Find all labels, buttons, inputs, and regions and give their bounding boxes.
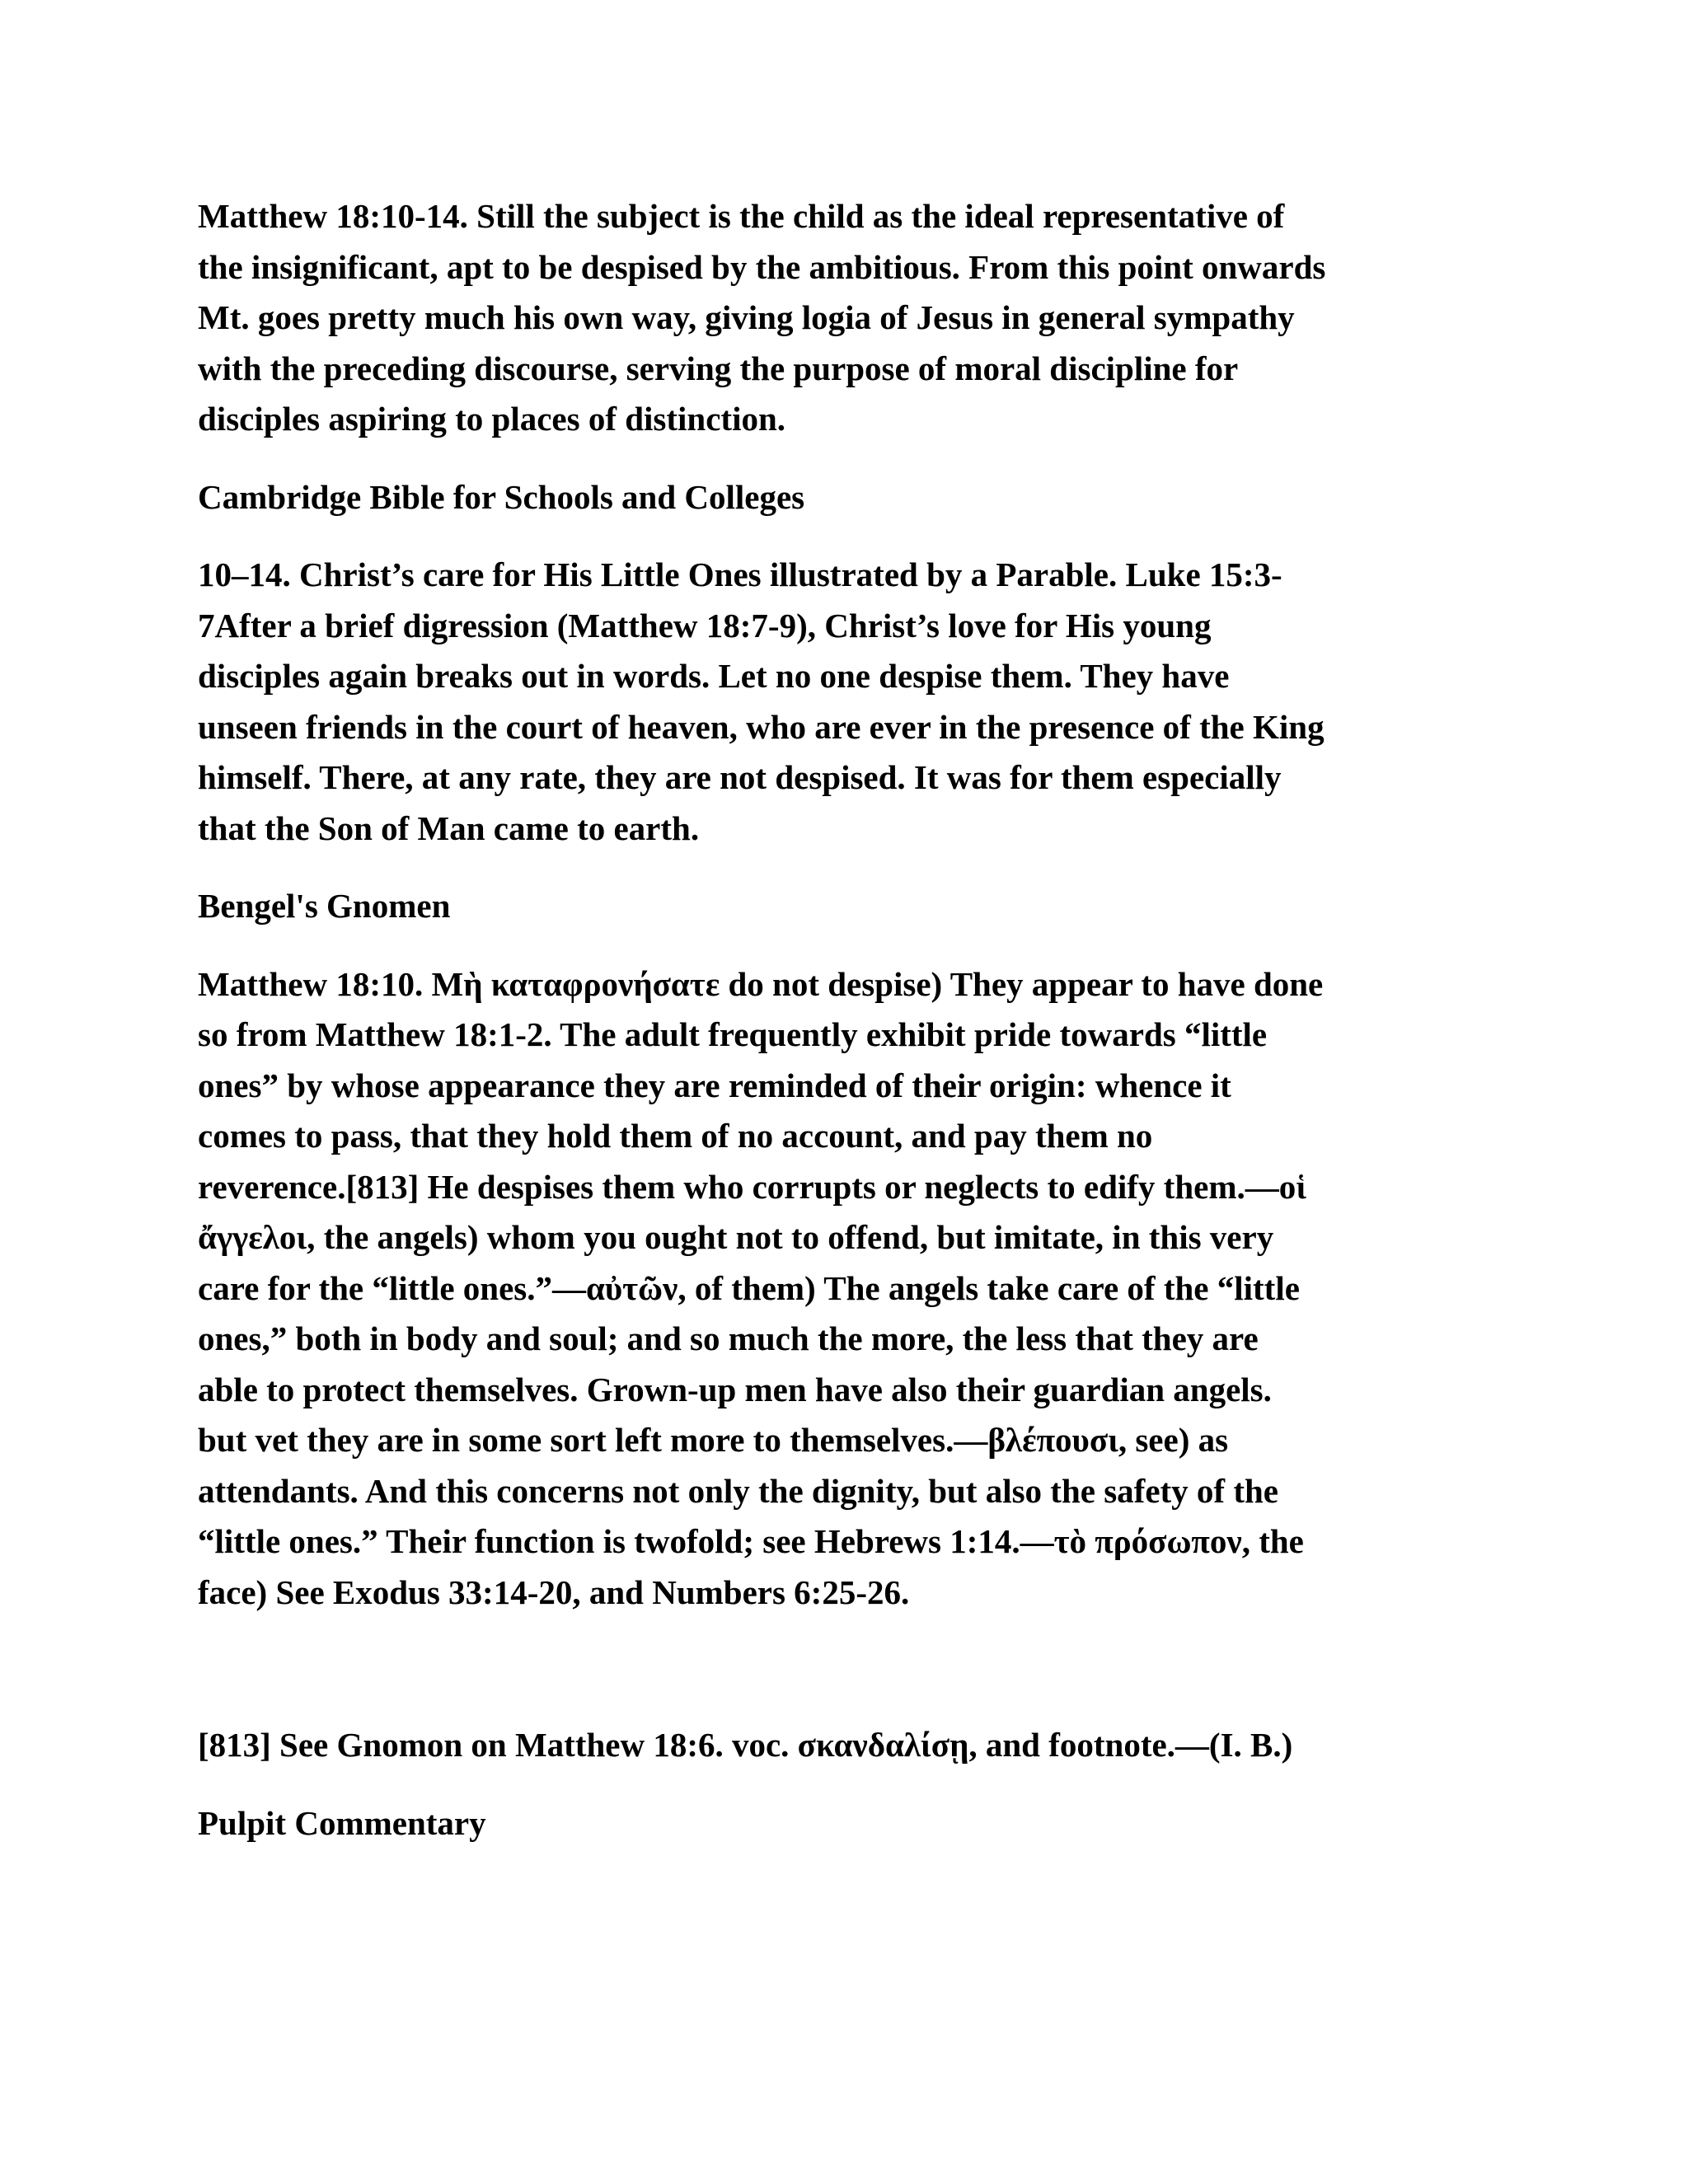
- spacer: [198, 932, 1500, 959]
- text-line: attendants. And this concerns not only the dignity, but also the safety of the: [198, 1471, 1278, 1510]
- footnote-813: [198, 1720, 1500, 1771]
- page-content: [198, 191, 1500, 1849]
- text-line: “little ones.” Their function is twofold; see Hebrews 1:14.—τὸ πρόσωπον, the: [198, 1522, 1304, 1560]
- spacer: [198, 523, 1500, 550]
- spacer: [198, 1771, 1500, 1798]
- text-line: face) See Exodus 33:14-20, and Numbers 6:25-26.: [198, 1572, 910, 1611]
- text-line: so from Matthew 18:1-2. The adult frequently exhibit pride towards “little: [198, 1015, 1268, 1053]
- text-line: disciples aspiring to places of distinction.: [198, 400, 786, 438]
- text-line: ἄγγελοι, the angels) whom you ought not to offend, but imitate, in this very: [198, 1218, 1274, 1256]
- heading-pulpit-commentary: Pulpit Commentary: [198, 1803, 486, 1842]
- heading-bengels-gnomen: Bengel's Gnomen: [198, 887, 451, 925]
- text-line: 10–14. Christ’s care for His Little Ones illustrated by a Parable. Luke 15:3-: [198, 555, 1282, 593]
- text-line: care for the “little ones.”—αὐτῶν, of them) The angels take care of the “little: [198, 1268, 1300, 1307]
- text-line: disciples again breaks out in words. Let no one despise them. They have: [198, 657, 1230, 695]
- text-line: [813] See Gnomon on Matthew 18:6. voc. σκανδαλίσῃ, and footnote.—(I. B.): [198, 1726, 1293, 1764]
- text-line: reverence.[813] He despises them who corrupts or neglects to edify them.—οἱ: [198, 1167, 1306, 1206]
- text-line: himself. There, at any rate, they are not despised. It was for them especially: [198, 758, 1282, 796]
- paragraph-matthew-18-10-14: [198, 191, 1500, 445]
- paragraph-christs-care: [198, 550, 1500, 854]
- text-line: Matthew 18:10-14. Still the subject is the child as the ideal representative of: [198, 197, 1285, 235]
- spacer: [198, 445, 1500, 472]
- text-line: but vet they are in some sort left more to themselves.—βλέπουσι, see) as: [198, 1421, 1229, 1459]
- text-line: Matthew 18:10. Μὴ καταφρονήσατε do not despise) They appear to have done: [198, 964, 1324, 1003]
- text-line: comes to pass, that they hold them of no account, and pay them no: [198, 1117, 1153, 1155]
- text-line: unseen friends in the court of heaven, who are ever in the presence of the King: [198, 707, 1325, 746]
- paragraph-bengel-commentary: [198, 959, 1500, 1619]
- text-line: 7After a brief digression (Matthew 18:7-9), Christ’s love for His young: [198, 606, 1212, 644]
- text-line: Mt. goes pretty much his own way, giving logia of Jesus in general sympathy: [198, 298, 1295, 336]
- text-line: ones” by whose appearance they are reminded of their origin: whence it: [198, 1066, 1231, 1104]
- heading-cambridge-bible: Cambridge Bible for Schools and Colleges: [198, 477, 805, 516]
- text-line: that the Son of Man came to earth.: [198, 808, 700, 847]
- spacer: [198, 854, 1500, 881]
- spacer: [198, 1618, 1500, 1720]
- text-line: ones,” both in body and soul; and so much the more, the less that they are: [198, 1319, 1259, 1357]
- text-line: with the preceding discourse, serving the purpose of moral discipline for: [198, 349, 1239, 387]
- text-line: able to protect themselves. Grown-up men have also their guardian angels.: [198, 1370, 1272, 1408]
- text-line: the insignificant, apt to be despised by the ambitious. From this point onwards: [198, 247, 1326, 286]
